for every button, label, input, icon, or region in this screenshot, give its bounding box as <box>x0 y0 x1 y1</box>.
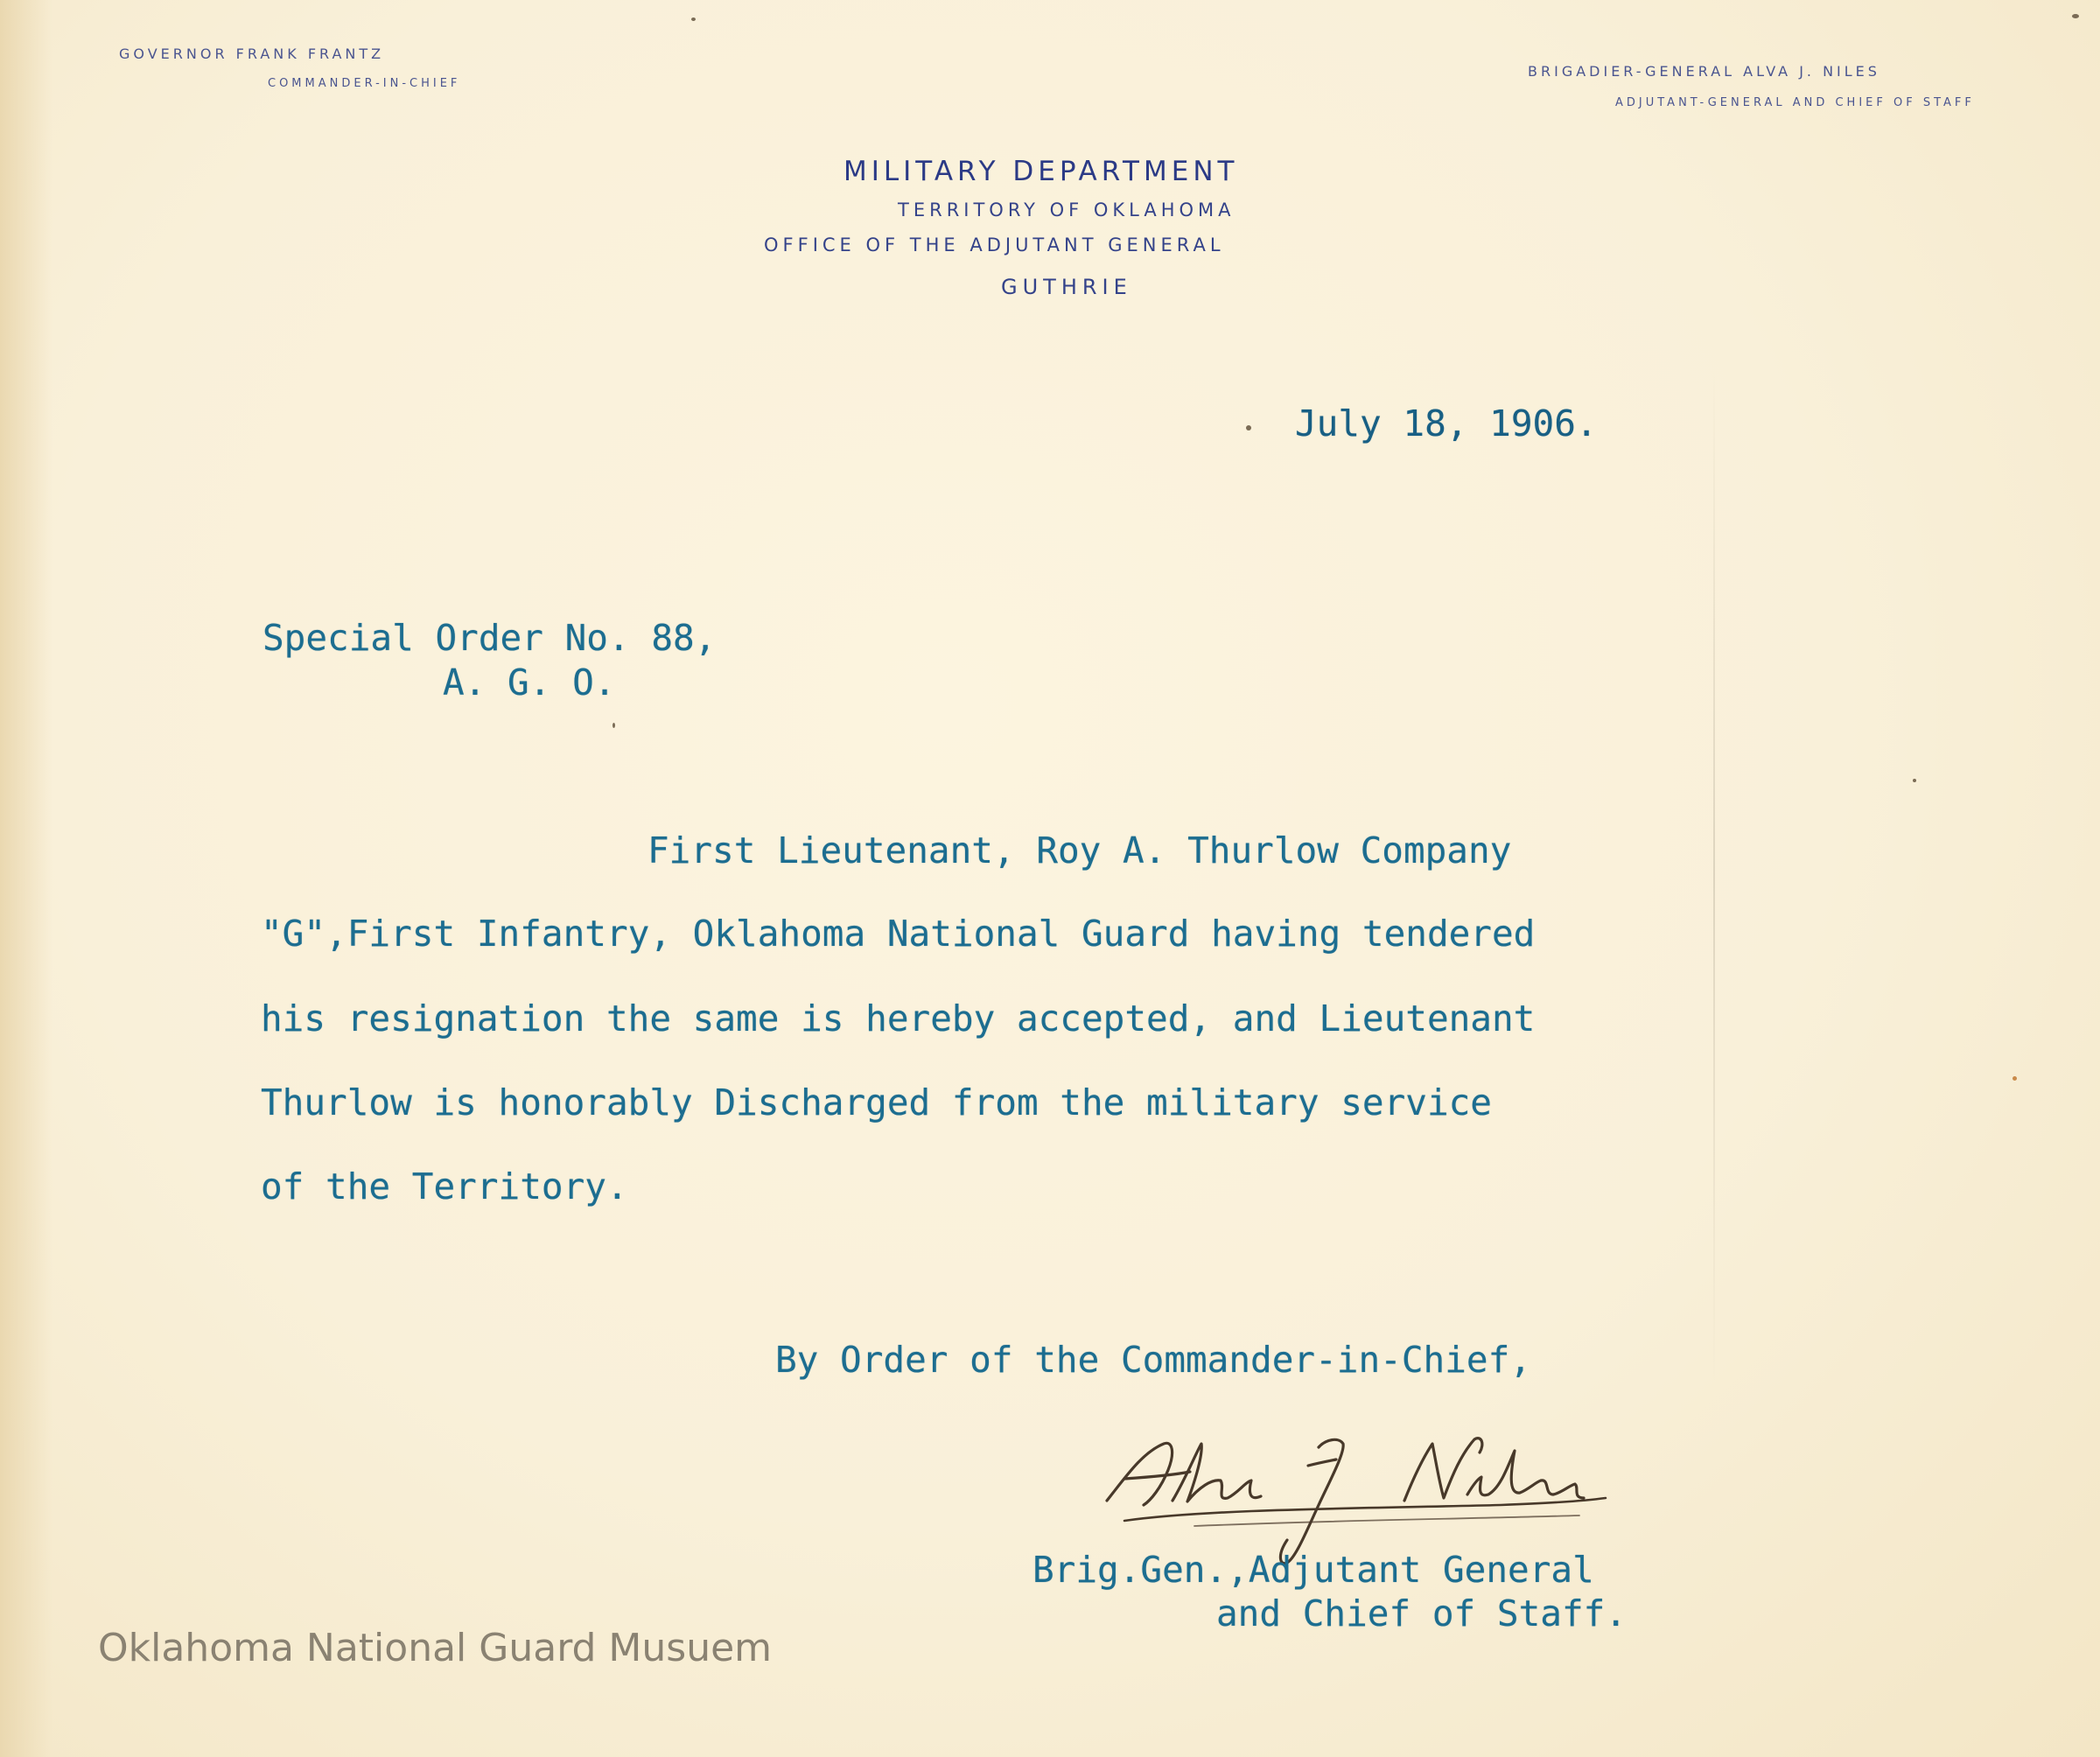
museum-watermark: Oklahoma National Guard Musuem <box>98 1626 773 1670</box>
paper-edge-shadow <box>0 0 52 1757</box>
paper-speck <box>1246 425 1251 430</box>
body-line-1: First Lieutenant, Roy A. Thurlow Company <box>648 830 1512 872</box>
paper-speck <box>2072 14 2079 18</box>
body-line-3: his resignation the same is hereby accepted, and Lieutenant <box>261 998 1536 1040</box>
letter-date: July 18, 1906. <box>1295 402 1598 444</box>
department-heading: MILITARY DEPARTMENT <box>844 156 1239 187</box>
order-office: A. G. O. <box>443 662 616 704</box>
general-name: BRIGADIER-GENERAL ALVA J. NILES <box>1528 63 1880 80</box>
signatory-title-1: Brig.Gen.,Adjutant General <box>1032 1549 1594 1591</box>
paper-speck <box>1913 779 1916 782</box>
territory-line: TERRITORY OF OKLAHOMA <box>898 200 1236 220</box>
body-line-2: "G",First Infantry, Oklahoma National Guard having tendered <box>261 913 1536 955</box>
governor-title: COMMANDER-IN-CHIEF <box>268 77 461 90</box>
signatory-title-2: and Chief of Staff. <box>1216 1592 1627 1634</box>
paper-speck <box>612 723 615 728</box>
body-line-5: of the Territory. <box>261 1166 628 1208</box>
paper-speck <box>2012 1076 2017 1081</box>
general-title: ADJUTANT-GENERAL AND CHIEF OF STAFF <box>1615 96 1975 109</box>
governor-name: GOVERNOR FRANK FRANTZ <box>119 46 385 62</box>
body-line-4: Thurlow is honorably Discharged from the military service <box>261 1082 1492 1124</box>
paper-fold-line <box>1713 368 1715 1382</box>
closing-line: By Order of the Commander-in-Chief, <box>775 1339 1531 1381</box>
office-line: OFFICE OF THE ADJUTANT GENERAL <box>764 234 1225 256</box>
city-line: GUTHRIE <box>1001 275 1132 299</box>
paper-speck <box>691 18 696 21</box>
order-number: Special Order No. 88, <box>262 617 717 659</box>
